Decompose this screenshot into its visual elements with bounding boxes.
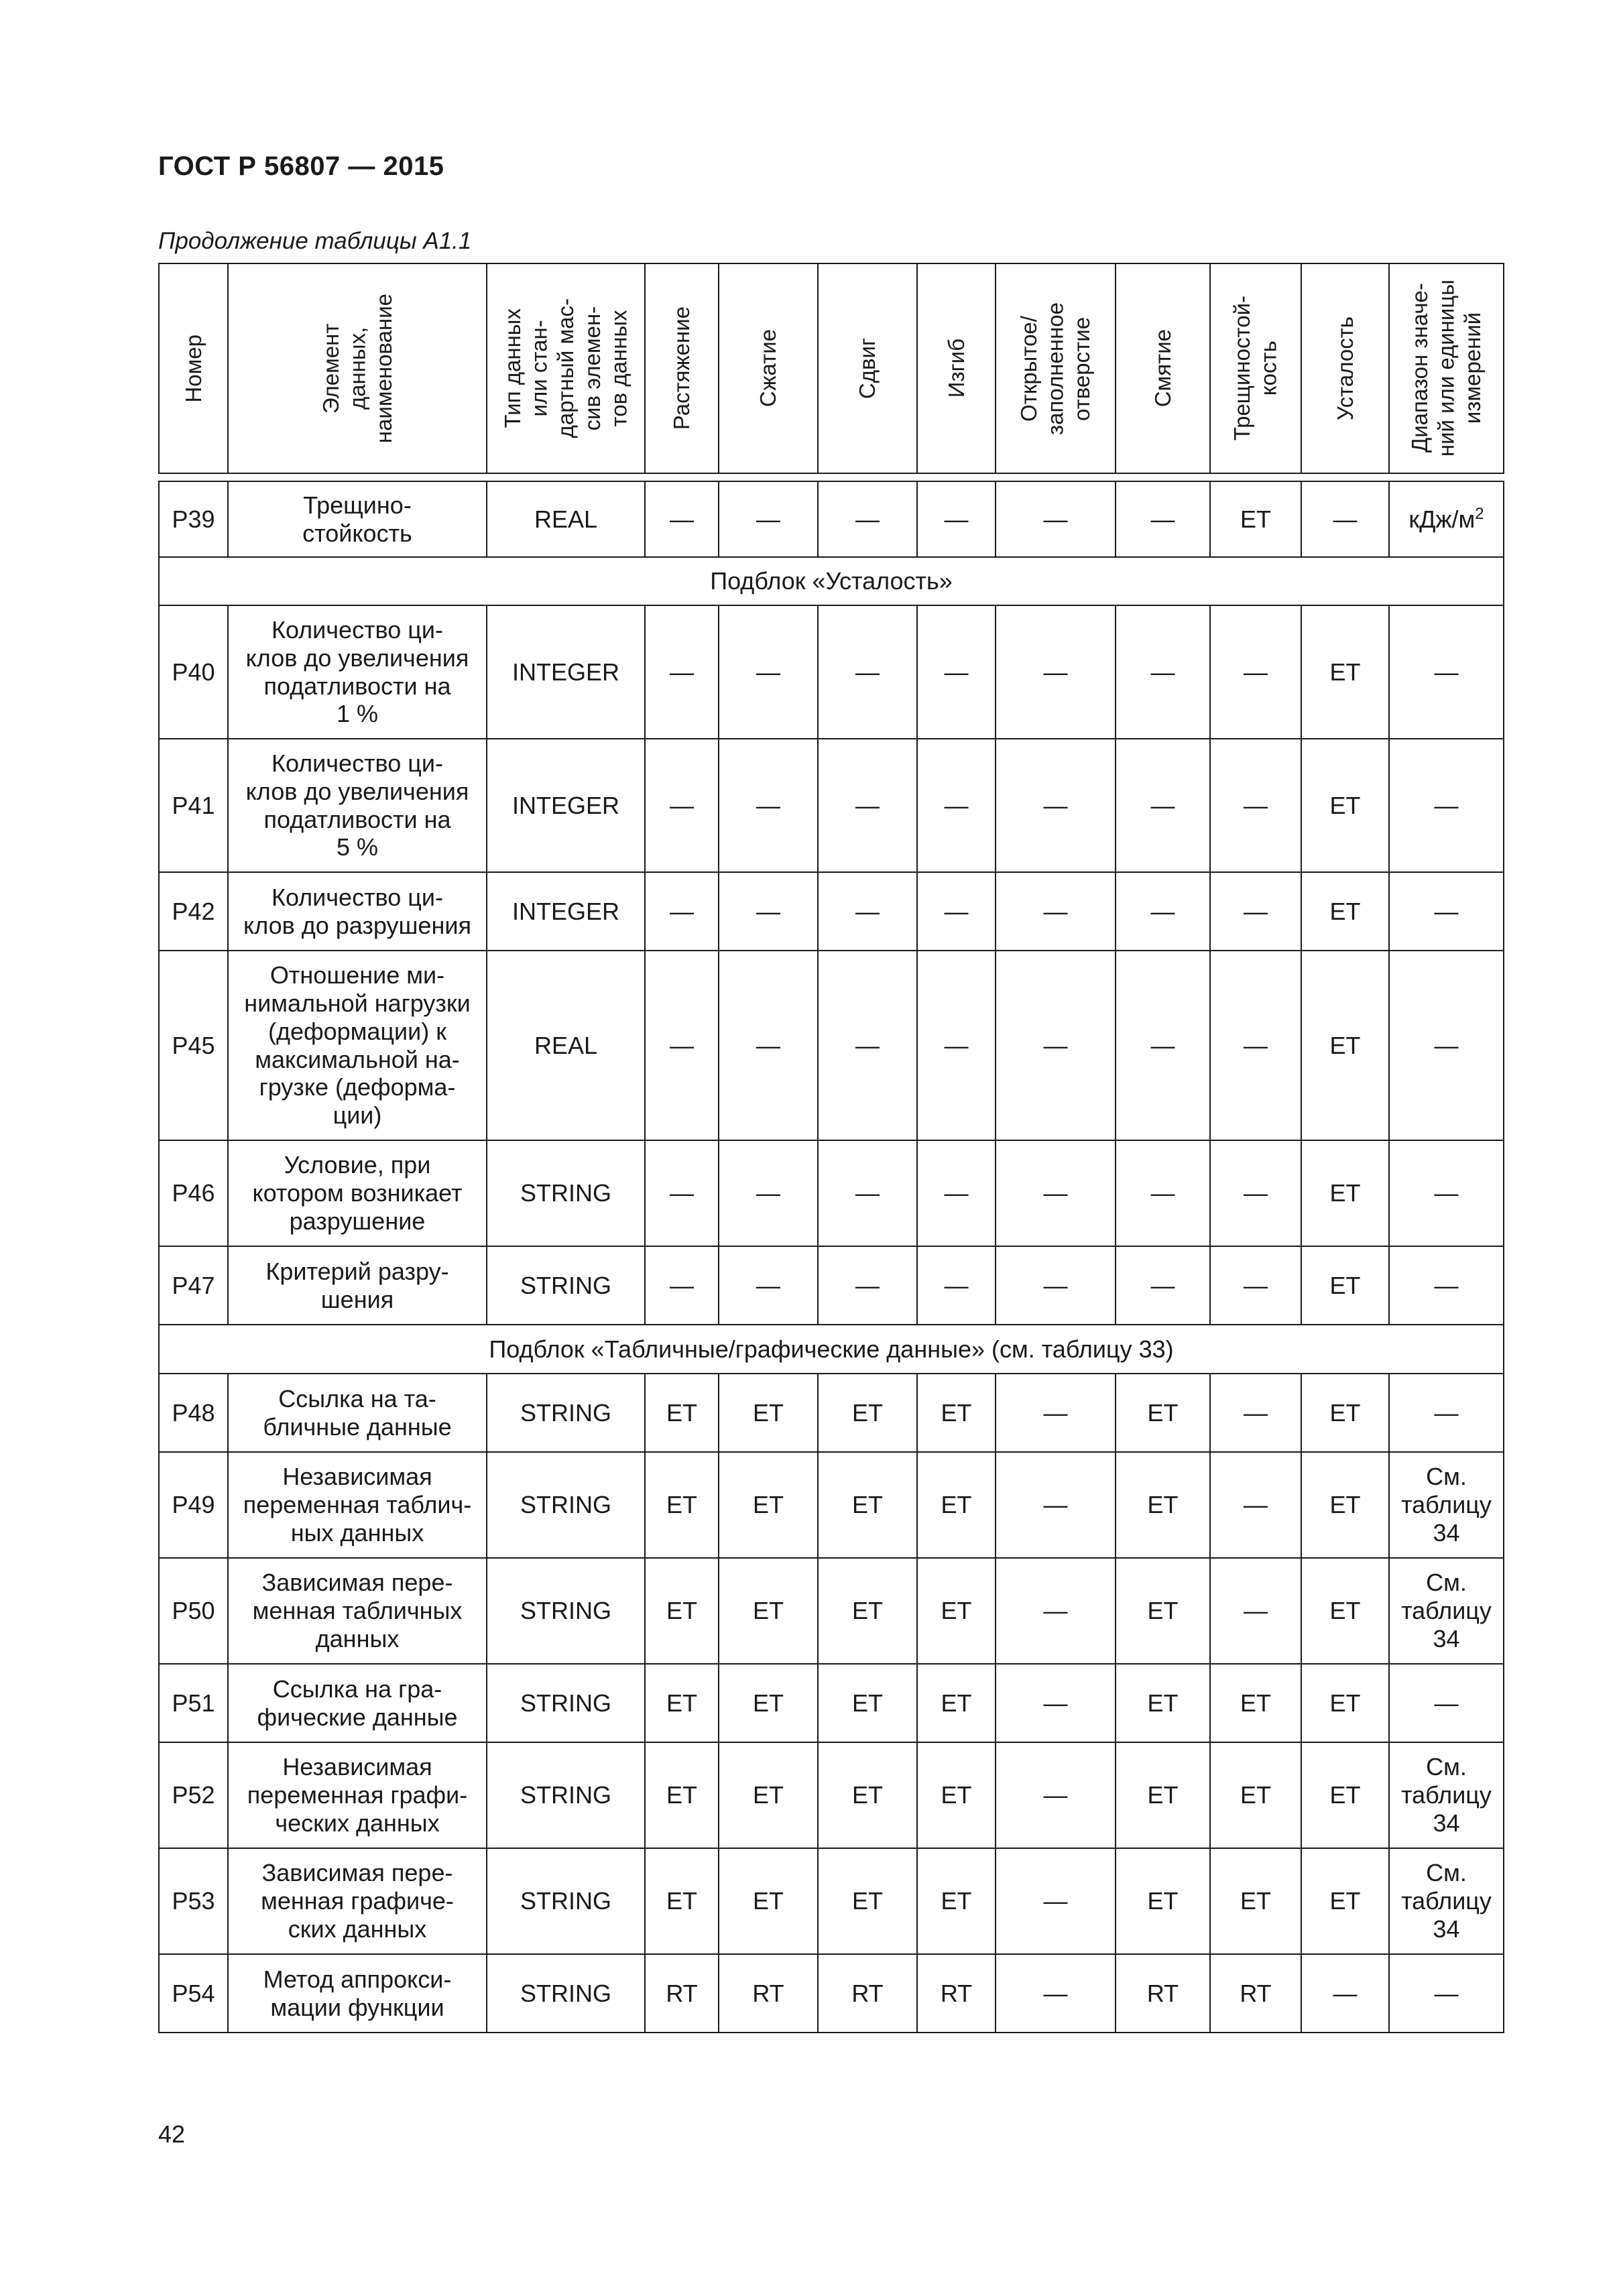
cell-tension: ET [645, 1374, 719, 1452]
cell-fatigue: ET [1301, 605, 1389, 739]
range-units [1389, 1742, 1504, 1848]
table-row [159, 1374, 1504, 1452]
header-shear [818, 263, 917, 473]
cell-compression: ET [719, 1452, 818, 1558]
cell-bending: ET [917, 1848, 996, 1954]
range-units-text: См. таблицу 34 [1401, 1753, 1492, 1837]
row-number: P45 [159, 951, 228, 1140]
range-units [1389, 1452, 1504, 1558]
cell-bearing: — [1116, 872, 1210, 951]
cell-open-filled-hole: — [996, 1848, 1116, 1954]
header-label: Сдвиг [855, 337, 880, 400]
row-number: P53 [159, 1848, 228, 1954]
cell-bearing: — [1116, 605, 1210, 739]
header-label: Усталость [1332, 316, 1358, 421]
header-tension [645, 263, 719, 473]
row-number: P51 [159, 1664, 228, 1742]
table-row [159, 481, 1504, 557]
header-label: Растяжение [669, 306, 695, 430]
cell-compression: — [719, 605, 818, 739]
range-units [1389, 1848, 1504, 1954]
element-name-text: Количество ци- клов до увеличения податливости на 5 % [245, 749, 469, 861]
cell-compression: — [719, 739, 818, 872]
cell-fatigue: ET [1301, 951, 1389, 1140]
table-header [159, 263, 1504, 481]
range-units-text: — [1434, 1271, 1459, 1299]
cell-bearing: ET [1116, 1452, 1210, 1558]
header-label: Смятие [1150, 329, 1175, 408]
element-name [228, 1140, 487, 1246]
data-type: STRING [487, 1664, 645, 1742]
element-name-text: Ссылка на та- бличные данные [263, 1384, 452, 1441]
cell-fracture-toughness: — [1210, 872, 1301, 951]
element-name [228, 739, 487, 872]
header-range-units [1389, 263, 1504, 473]
cell-bearing: ET [1116, 1742, 1210, 1848]
range-units-text: — [1434, 1979, 1459, 2007]
element-name [228, 1742, 487, 1848]
cell-shear: ET [818, 1374, 917, 1452]
cell-shear: ET [818, 1558, 917, 1664]
cell-open-filled-hole: — [996, 951, 1116, 1140]
element-name-text: Трещино- стойкость [302, 491, 412, 547]
cell-fracture-toughness: — [1210, 1452, 1301, 1558]
header-open-filled-hole [996, 263, 1116, 473]
page-number: 42 [158, 2120, 186, 2148]
range-units [1389, 739, 1504, 872]
range-units-text: — [1434, 1689, 1459, 1717]
cell-shear: — [818, 1246, 917, 1325]
row-number: P41 [159, 739, 228, 872]
cell-fracture-toughness: ET [1210, 1848, 1301, 1954]
cell-tension: ET [645, 1664, 719, 1742]
header-element-name [228, 263, 487, 473]
element-name [228, 872, 487, 951]
subblock-row [159, 557, 1504, 605]
header-data-type [487, 263, 645, 473]
cell-tension: — [645, 1246, 719, 1325]
cell-open-filled-hole: — [996, 481, 1116, 557]
range-units-text: — [1434, 1031, 1459, 1059]
cell-bearing: — [1116, 1140, 1210, 1246]
cell-bending: ET [917, 1452, 996, 1558]
element-name [228, 1374, 487, 1452]
cell-compression: ET [719, 1558, 818, 1664]
header-fatigue [1301, 263, 1389, 473]
range-units-text: — [1434, 658, 1459, 686]
element-name-text: Зависимая пере- менная табличных данных [252, 1569, 463, 1652]
range-units-text: — [1434, 897, 1459, 925]
cell-bearing: ET [1116, 1374, 1210, 1452]
range-units [1389, 1954, 1504, 2033]
table-row [159, 605, 1504, 739]
cell-compression: ET [719, 1742, 818, 1848]
cell-fracture-toughness: ET [1210, 1742, 1301, 1848]
cell-shear: ET [818, 1452, 917, 1558]
cell-fracture-toughness: — [1210, 1374, 1301, 1452]
cell-shear: — [818, 951, 917, 1140]
cell-tension: ET [645, 1848, 719, 1954]
header-number [159, 263, 228, 473]
row-number: P48 [159, 1374, 228, 1452]
cell-fracture-toughness: ET [1210, 481, 1301, 557]
cell-bending: — [917, 605, 996, 739]
cell-tension: — [645, 1140, 719, 1246]
element-name-text: Условие, при котором возникает разрушение [252, 1151, 463, 1235]
table-row [159, 1954, 1504, 2033]
cell-bending: ET [917, 1558, 996, 1664]
cell-compression: — [719, 1140, 818, 1246]
range-units [1389, 1558, 1504, 1664]
cell-bending: — [917, 739, 996, 872]
cell-bending: RT [917, 1954, 996, 2033]
range-units [1389, 1140, 1504, 1246]
range-units-text: См. таблицу 34 [1401, 1463, 1492, 1547]
range-units [1389, 1374, 1504, 1452]
element-name-text: Ссылка на гра- фические данные [257, 1675, 458, 1731]
cell-compression: RT [719, 1954, 818, 2033]
cell-open-filled-hole: — [996, 1742, 1116, 1848]
data-type: STRING [487, 1140, 645, 1246]
cell-fatigue: ET [1301, 1246, 1389, 1325]
range-units-text: — [1434, 1398, 1459, 1427]
cell-compression: ET [719, 1374, 818, 1452]
data-type: STRING [487, 1246, 645, 1325]
data-type: STRING [487, 1954, 645, 2033]
cell-fatigue: ET [1301, 1558, 1389, 1664]
cell-compression: ET [719, 1848, 818, 1954]
cell-bending: ET [917, 1664, 996, 1742]
cell-compression: — [719, 1246, 818, 1325]
cell-bearing: — [1116, 951, 1210, 1140]
table-row [159, 1246, 1504, 1325]
cell-bending: ET [917, 1374, 996, 1452]
element-name [228, 1452, 487, 1558]
cell-shear: RT [818, 1954, 917, 2033]
row-number: P49 [159, 1452, 228, 1558]
range-units [1389, 481, 1504, 557]
header-compression [719, 263, 818, 473]
cell-shear: ET [818, 1742, 917, 1848]
element-name [228, 1954, 487, 2033]
table-body [159, 481, 1504, 2033]
range-units [1389, 605, 1504, 739]
header-label: Изгиб [943, 339, 969, 398]
data-type: STRING [487, 1558, 645, 1664]
range-units-text: — [1434, 1179, 1459, 1207]
cell-open-filled-hole: — [996, 1558, 1116, 1664]
row-number: P50 [159, 1558, 228, 1664]
data-type: STRING [487, 1848, 645, 1954]
cell-bending: — [917, 951, 996, 1140]
cell-open-filled-hole: — [996, 1664, 1116, 1742]
cell-open-filled-hole: — [996, 1246, 1116, 1325]
element-name [228, 481, 487, 557]
cell-shear: ET [818, 1848, 917, 1954]
cell-shear: — [818, 739, 917, 872]
element-name-text: Отношение ми- нимальной нагрузки (деформации) к максимальной на- грузке (деформа- ции) [244, 961, 471, 1129]
data-type: REAL [487, 951, 645, 1140]
cell-tension: — [645, 872, 719, 951]
header-separator [159, 473, 1504, 481]
cell-shear: — [818, 872, 917, 951]
range-units [1389, 1246, 1504, 1325]
element-name-text: Независимая переменная таблич- ных данных [243, 1463, 472, 1547]
range-units [1389, 872, 1504, 951]
range-units-text: — [1434, 791, 1459, 819]
cell-tension: ET [645, 1558, 719, 1664]
data-type: INTEGER [487, 739, 645, 872]
data-type: STRING [487, 1374, 645, 1452]
cell-fatigue: — [1301, 1954, 1389, 2033]
element-name [228, 951, 487, 1140]
data-table [158, 263, 1504, 2033]
cell-open-filled-hole: — [996, 605, 1116, 739]
table-caption: Продолжение таблицы А1.1 [158, 228, 472, 254]
row-number: P54 [159, 1954, 228, 2033]
cell-shear: ET [818, 1664, 917, 1742]
cell-bearing: ET [1116, 1558, 1210, 1664]
cell-tension: — [645, 739, 719, 872]
header-label: Открытое/ заполненное отверстие [1016, 302, 1095, 435]
cell-tension: RT [645, 1954, 719, 2033]
cell-open-filled-hole: — [996, 1140, 1116, 1246]
element-name [228, 1246, 487, 1325]
cell-bearing: ET [1116, 1664, 1210, 1742]
element-name [228, 1848, 487, 1954]
cell-fatigue: ET [1301, 1374, 1389, 1452]
table-row [159, 872, 1504, 951]
element-name-text: Количество ци- клов до увеличения податливости на 1 % [245, 616, 469, 728]
data-type: INTEGER [487, 872, 645, 951]
data-type: REAL [487, 481, 645, 557]
cell-bearing: RT [1116, 1954, 1210, 2033]
cell-tension: ET [645, 1452, 719, 1558]
cell-bearing: — [1116, 739, 1210, 872]
cell-shear: — [818, 481, 917, 557]
document-title: ГОСТ Р 56807 — 2015 [158, 152, 444, 181]
cell-tension: — [645, 951, 719, 1140]
cell-fracture-toughness: — [1210, 605, 1301, 739]
row-number: P47 [159, 1246, 228, 1325]
header-label: Диапазон значе- ний или единицы измерений [1407, 280, 1486, 457]
cell-bending: — [917, 481, 996, 557]
cell-bending: — [917, 872, 996, 951]
cell-fracture-toughness: ET [1210, 1664, 1301, 1742]
cell-fatigue: ET [1301, 1452, 1389, 1558]
cell-bending: ET [917, 1742, 996, 1848]
cell-open-filled-hole: — [996, 872, 1116, 951]
cell-bearing: — [1116, 1246, 1210, 1325]
cell-fatigue: ET [1301, 739, 1389, 872]
element-name [228, 1558, 487, 1664]
subblock-row [159, 1325, 1504, 1374]
cell-fracture-toughness: — [1210, 739, 1301, 872]
data-type: INTEGER [487, 605, 645, 739]
cell-tension: ET [645, 1742, 719, 1848]
cell-bending: — [917, 1140, 996, 1246]
header-label: Тип данных или стан- дартный мас- сив элемен- тов данных [500, 298, 632, 438]
cell-tension: — [645, 481, 719, 557]
row-number: P42 [159, 872, 228, 951]
range-units [1389, 951, 1504, 1140]
element-name [228, 1664, 487, 1742]
element-name-text: Количество ци- клов до разрушения [243, 883, 471, 939]
header-label: Трещиностой- кость [1229, 296, 1281, 441]
cell-bending: — [917, 1246, 996, 1325]
range-units-text: См. таблицу 34 [1401, 1859, 1492, 1943]
cell-fatigue: ET [1301, 1664, 1389, 1742]
table-row [159, 739, 1504, 872]
table-row [159, 1664, 1504, 1742]
table-row [159, 1452, 1504, 1558]
header-bending [917, 263, 996, 473]
table-row [159, 1848, 1504, 1954]
cell-shear: — [818, 605, 917, 739]
row-number: P52 [159, 1742, 228, 1848]
table-row [159, 1742, 1504, 1848]
table-row [159, 1140, 1504, 1246]
range-units-text: кДж/м [1408, 505, 1476, 534]
cell-fatigue: ET [1301, 1140, 1389, 1246]
cell-open-filled-hole: — [996, 1452, 1116, 1558]
element-name [228, 605, 487, 739]
cell-fracture-toughness: — [1210, 1558, 1301, 1664]
element-name-text: Независимая переменная графи- ческих данных [247, 1753, 468, 1837]
cell-fracture-toughness: — [1210, 1246, 1301, 1325]
cell-compression: — [719, 481, 818, 557]
table-row [159, 1558, 1504, 1664]
cell-bearing: — [1116, 481, 1210, 557]
cell-bearing: ET [1116, 1848, 1210, 1954]
range-units-text: См. таблицу 34 [1401, 1569, 1492, 1652]
cell-shear: — [818, 1140, 917, 1246]
cell-compression: ET [719, 1664, 818, 1742]
table-row [159, 951, 1504, 1140]
cell-open-filled-hole: — [996, 739, 1116, 872]
header-fracture-toughness [1210, 263, 1301, 473]
cell-open-filled-hole: — [996, 1374, 1116, 1452]
row-number: P40 [159, 605, 228, 739]
cell-fracture-toughness: — [1210, 951, 1301, 1140]
header-label: Сжатие [756, 329, 781, 408]
cell-fatigue: ET [1301, 1848, 1389, 1954]
header-label: Номер [180, 334, 206, 403]
data-type: STRING [487, 1452, 645, 1558]
cell-open-filled-hole: — [996, 1954, 1116, 2033]
cell-compression: — [719, 872, 818, 951]
row-number: P46 [159, 1140, 228, 1246]
cell-fracture-toughness: RT [1210, 1954, 1301, 2033]
element-name-text: Критерий разру- шения [265, 1257, 449, 1313]
header-label: Элемент данных, наименование [318, 293, 396, 444]
cell-tension: — [645, 605, 719, 739]
subblock-title: Подблок «Усталость» [159, 557, 1504, 605]
cell-fatigue: ET [1301, 1742, 1389, 1848]
element-name-text: Метод аппрокси- мации функции [263, 1965, 452, 2021]
cell-fatigue: ET [1301, 872, 1389, 951]
subblock-title: Подблок «Табличные/графические данные» (см. таблицу 33) [159, 1325, 1504, 1374]
data-type: STRING [487, 1742, 645, 1848]
cell-compression: — [719, 951, 818, 1140]
cell-fatigue: — [1301, 481, 1389, 557]
range-units-superscript: 2 [1475, 505, 1484, 524]
range-units [1389, 1664, 1504, 1742]
element-name-text: Зависимая пере- менная графиче- ских данных [261, 1859, 454, 1943]
row-number: P39 [159, 481, 228, 557]
cell-fracture-toughness: — [1210, 1140, 1301, 1246]
header-bearing [1116, 263, 1210, 473]
